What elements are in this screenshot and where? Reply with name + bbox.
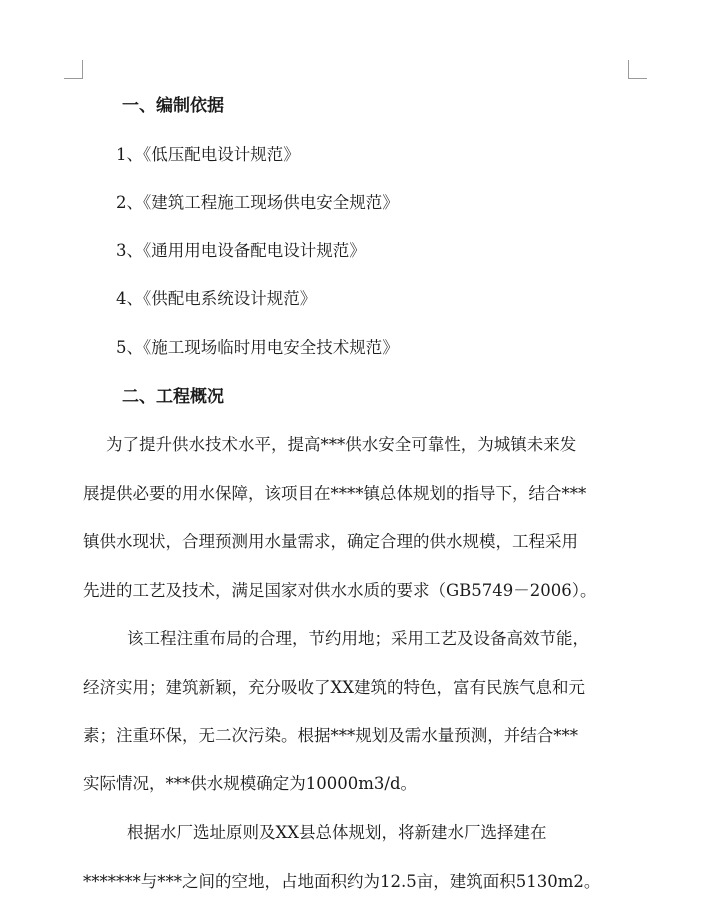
basis-list-item: 1、《低压配电设计规范》 bbox=[116, 145, 300, 164]
section-heading-overview: 二、工程概况 bbox=[122, 387, 224, 407]
paragraph-line: 实际情况，***供水规模确定为10000m3/d。 bbox=[83, 774, 418, 793]
paragraph-line: 经济实用；建筑新颖，充分吸收了XX建筑的特色，富有民族气息和元 bbox=[83, 678, 585, 697]
paragraph-line: 素；注重环保，无二次污染。根据***规划及需水量预测，并结合*** bbox=[83, 726, 578, 745]
paragraph-line: 先进的工艺及技术，满足国家对供水水质的要求（GB5749－2006）。 bbox=[83, 581, 597, 600]
section-heading-basis: 一、编制依据 bbox=[122, 96, 224, 116]
paragraph-line: 根据水厂选址原则及XX县总体规划，将新建水厂选择建在 bbox=[127, 823, 547, 842]
margin-corner-mark-top-right bbox=[628, 60, 647, 79]
margin-corner-mark-top-left bbox=[64, 60, 83, 79]
basis-list-item: 2、《建筑工程施工现场供电安全规范》 bbox=[116, 193, 399, 212]
basis-list-item: 4、《供配电系统设计规范》 bbox=[116, 289, 317, 308]
paragraph-line: *******与***之间的空地，占地面积约为12.5亩，建筑面积5130m2。 bbox=[83, 872, 601, 891]
paragraph-line: 展提供必要的用水保障，该项目在****镇总体规划的指导下，结合*** bbox=[83, 484, 587, 503]
paragraph-line: 镇供水现状，合理预测用水量需求，确定合理的供水规模，工程采用 bbox=[83, 532, 578, 551]
basis-list-item: 5、《施工现场临时用电安全技术规范》 bbox=[116, 338, 399, 357]
paragraph-line: 为了提升供水技术水平，提高***供水安全可靠性，为城镇未来发 bbox=[106, 435, 577, 454]
basis-list-item: 3、《通用用电设备配电设计规范》 bbox=[116, 241, 366, 260]
paragraph-line: 该工程注重布局的合理，节约用地；采用工艺及设备高效节能， bbox=[127, 629, 589, 648]
